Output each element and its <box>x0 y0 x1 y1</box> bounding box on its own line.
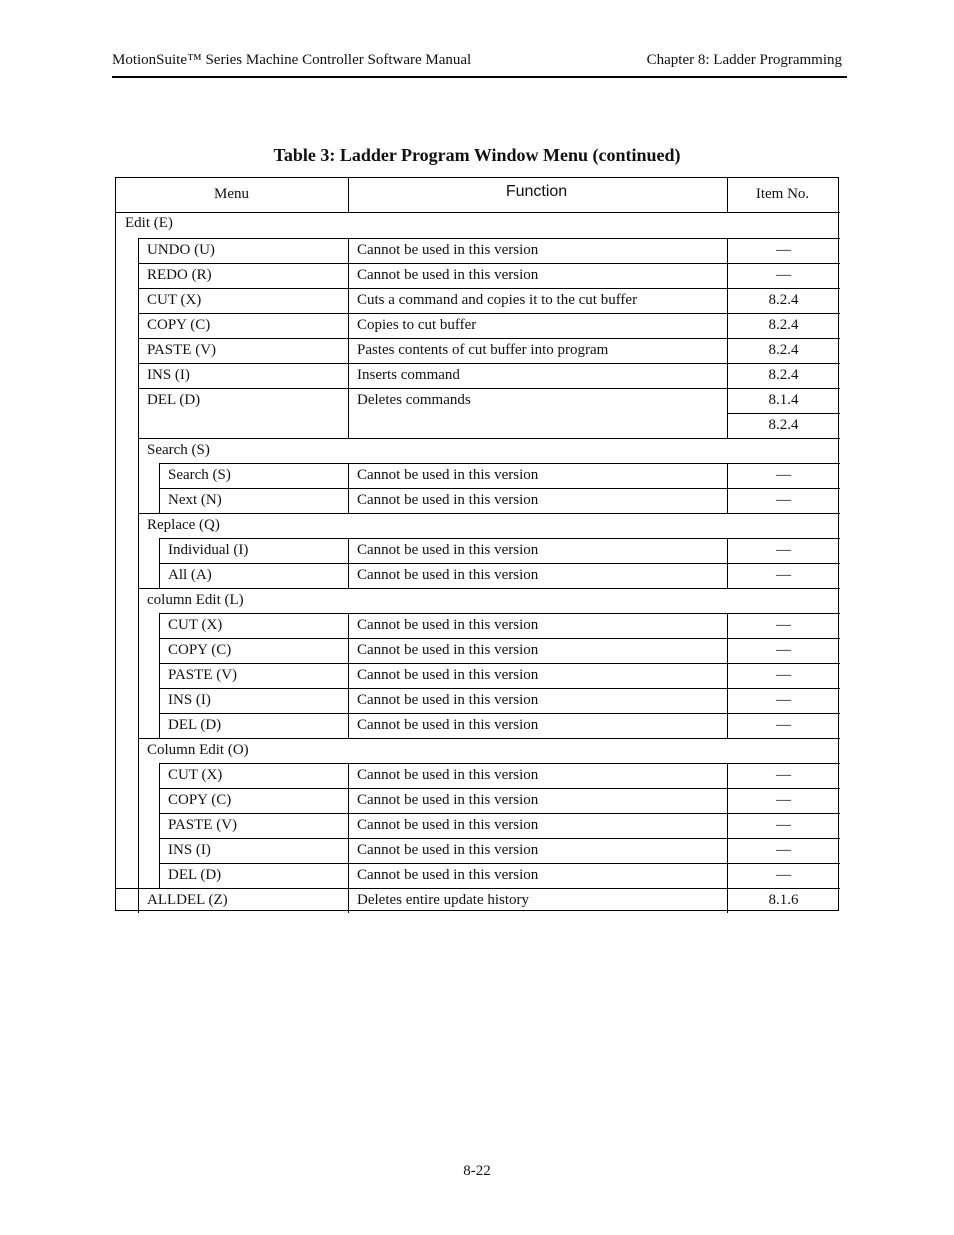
submenu-item-cell: Next (N) <box>168 492 222 508</box>
row-divider <box>159 538 840 539</box>
menu-item-cell: CUT (X) <box>147 292 202 308</box>
menu-item-cell: UNDO (U) <box>147 242 215 258</box>
row-divider <box>138 363 840 364</box>
column-divider <box>727 363 728 388</box>
row-divider <box>138 313 840 314</box>
item-no-cell: 8.2.4 <box>768 292 799 308</box>
row-divider <box>159 563 840 564</box>
row-divider <box>159 663 840 664</box>
column-header-menu: Menu <box>214 186 249 202</box>
function-cell: Cannot be used in this version <box>357 492 539 508</box>
column-divider <box>727 463 728 488</box>
function-cell: Pastes contents of cut buffer into program <box>357 342 609 358</box>
column-divider <box>727 713 728 738</box>
function-cell: Cannot be used in this version <box>357 642 539 658</box>
submenu-item-cell: DEL (D) <box>168 717 222 733</box>
row-divider <box>138 388 840 389</box>
submenu-item-cell: COPY (C) <box>168 792 232 808</box>
column-divider <box>348 388 349 438</box>
row-divider <box>159 863 840 864</box>
page-number: 8-22 <box>463 1163 491 1179</box>
column-divider <box>348 813 349 838</box>
row-divider <box>727 413 840 414</box>
row-divider <box>138 513 840 514</box>
column-divider <box>727 638 728 663</box>
column-divider <box>348 563 349 588</box>
item-no-cell: — <box>776 717 791 733</box>
column-divider <box>727 563 728 588</box>
menu-item-cell: COPY (C) <box>147 317 211 333</box>
submenu-group-title: Search (S) <box>147 442 210 458</box>
column-divider <box>727 613 728 638</box>
column-divider <box>727 488 728 513</box>
item-no-cell: — <box>776 642 791 658</box>
submenu-item-cell: DEL (D) <box>168 867 222 883</box>
manual-title: MotionSuite™ Series Machine Controller Software Manual <box>112 52 472 68</box>
row-divider <box>138 738 840 739</box>
row-divider <box>138 263 840 264</box>
item-no-cell: — <box>776 242 791 258</box>
item-no-cell: — <box>776 767 791 783</box>
column-divider <box>159 538 160 588</box>
item-no-cell: 8.2.4 <box>768 367 799 383</box>
column-divider <box>348 288 349 313</box>
row-divider <box>159 463 840 464</box>
column-divider <box>348 338 349 363</box>
column-divider <box>348 313 349 338</box>
function-cell: Inserts command <box>357 367 460 383</box>
submenu-item-cell: CUT (X) <box>168 767 223 783</box>
column-divider <box>348 688 349 713</box>
column-divider <box>159 463 160 513</box>
function-cell: Cannot be used in this version <box>357 792 539 808</box>
row-divider <box>159 713 840 714</box>
function-cell: Deletes entire update history <box>357 892 530 908</box>
column-divider <box>727 838 728 863</box>
column-divider <box>727 313 728 338</box>
row-divider <box>159 488 840 489</box>
function-cell: Cannot be used in this version <box>357 817 539 833</box>
submenu-item-cell: PASTE (V) <box>168 667 238 683</box>
submenu-item-cell: CUT (X) <box>168 617 223 633</box>
menu-item-cell: DEL (D) <box>147 392 201 408</box>
column-divider <box>727 238 728 263</box>
column-header-item-no: Item No. <box>755 186 810 202</box>
item-no-cell: 8.1.6 <box>768 892 799 908</box>
item-no-cell: — <box>776 817 791 833</box>
submenu-item-cell: INS (I) <box>168 842 211 858</box>
menu-table <box>115 177 839 911</box>
row-divider <box>116 888 840 889</box>
submenu-item-cell: Individual (I) <box>168 542 249 558</box>
function-cell: Cannot be used in this version <box>357 842 539 858</box>
column-divider <box>348 363 349 388</box>
column-divider <box>727 788 728 813</box>
function-cell: Cannot be used in this version <box>357 767 539 783</box>
item-no-cell: 8.2.4 <box>768 342 799 358</box>
submenu-item-cell: INS (I) <box>168 692 211 708</box>
column-divider <box>348 763 349 788</box>
submenu-item-cell: Search (S) <box>168 467 231 483</box>
column-divider <box>159 613 160 738</box>
function-cell: Cannot be used in this version <box>357 467 539 483</box>
column-divider <box>727 538 728 563</box>
row-divider <box>159 613 840 614</box>
column-divider <box>727 288 728 313</box>
column-divider <box>348 663 349 688</box>
column-divider <box>348 463 349 488</box>
function-cell: Cannot be used in this version <box>357 567 539 583</box>
column-divider <box>348 638 349 663</box>
row-divider <box>159 638 840 639</box>
column-header-function: Function <box>505 183 568 200</box>
column-divider <box>348 488 349 513</box>
item-no-cell: — <box>776 567 791 583</box>
column-divider <box>348 238 349 263</box>
column-divider <box>348 263 349 288</box>
chapter-title: Chapter 8: Ladder Programming <box>646 52 842 68</box>
column-divider <box>727 813 728 838</box>
row-divider <box>159 688 840 689</box>
column-divider <box>348 713 349 738</box>
item-no-cell: — <box>776 792 791 808</box>
column-divider <box>727 263 728 288</box>
column-divider <box>727 663 728 688</box>
menu-item-cell: INS (I) <box>147 367 190 383</box>
function-cell: Cannot be used in this version <box>357 867 539 883</box>
row-divider <box>138 288 840 289</box>
item-no-cell: 8.1.4 <box>768 392 799 408</box>
column-divider <box>727 863 728 888</box>
item-no-cell: — <box>776 667 791 683</box>
menu-item-cell: PASTE (V) <box>147 342 217 358</box>
function-cell: Cannot be used in this version <box>357 242 539 258</box>
page-header <box>112 50 847 78</box>
column-divider <box>727 338 728 363</box>
column-divider <box>348 888 349 913</box>
table-caption: Table 3: Ladder Program Window Menu (continued) <box>273 145 681 165</box>
section-title-edit: Edit (E) <box>125 215 173 231</box>
item-no-cell: — <box>776 467 791 483</box>
row-divider <box>138 338 840 339</box>
menu-item-cell: REDO (R) <box>147 267 212 283</box>
function-cell: Cuts a command and copies it to the cut buffer <box>357 292 638 308</box>
row-divider <box>159 838 840 839</box>
item-no-cell: — <box>776 867 791 883</box>
function-cell: Cannot be used in this version <box>357 267 539 283</box>
item-no-cell: 8.2.4 <box>768 417 799 433</box>
item-no-cell: — <box>776 842 791 858</box>
item-no-cell: — <box>776 692 791 708</box>
column-divider <box>727 763 728 788</box>
item-no-cell: 8.2.4 <box>768 317 799 333</box>
row-divider <box>138 438 840 439</box>
column-divider <box>348 863 349 888</box>
item-no-cell: — <box>776 267 791 283</box>
function-cell: Cannot be used in this version <box>357 542 539 558</box>
function-cell: Cannot be used in this version <box>357 717 539 733</box>
row-divider <box>138 238 840 239</box>
submenu-group-title: Replace (Q) <box>147 517 220 533</box>
function-cell: Cannot be used in this version <box>357 667 539 683</box>
row-divider <box>159 788 840 789</box>
row-divider <box>116 212 840 213</box>
submenu-item-cell: COPY (C) <box>168 642 232 658</box>
column-divider <box>727 178 728 212</box>
column-divider <box>138 238 139 913</box>
row-divider <box>159 763 840 764</box>
menu-item-cell: ALLDEL (Z) <box>147 892 228 908</box>
function-cell: Copies to cut buffer <box>357 317 477 333</box>
item-no-cell: — <box>776 617 791 633</box>
column-divider <box>348 838 349 863</box>
column-divider <box>727 688 728 713</box>
column-divider <box>727 888 728 913</box>
column-divider <box>348 613 349 638</box>
function-cell: Deletes commands <box>357 392 471 408</box>
submenu-item-cell: PASTE (V) <box>168 817 238 833</box>
column-divider <box>727 388 728 438</box>
item-no-cell: — <box>776 492 791 508</box>
item-no-cell: — <box>776 542 791 558</box>
column-divider <box>348 538 349 563</box>
function-cell: Cannot be used in this version <box>357 617 539 633</box>
submenu-item-cell: All (A) <box>168 567 212 583</box>
function-cell: Cannot be used in this version <box>357 692 539 708</box>
submenu-group-title: column Edit (L) <box>147 592 244 608</box>
row-divider <box>138 588 840 589</box>
row-divider <box>159 813 840 814</box>
column-divider <box>348 788 349 813</box>
submenu-group-title: Column Edit (O) <box>147 742 249 758</box>
column-divider <box>159 763 160 888</box>
column-divider <box>348 178 349 212</box>
